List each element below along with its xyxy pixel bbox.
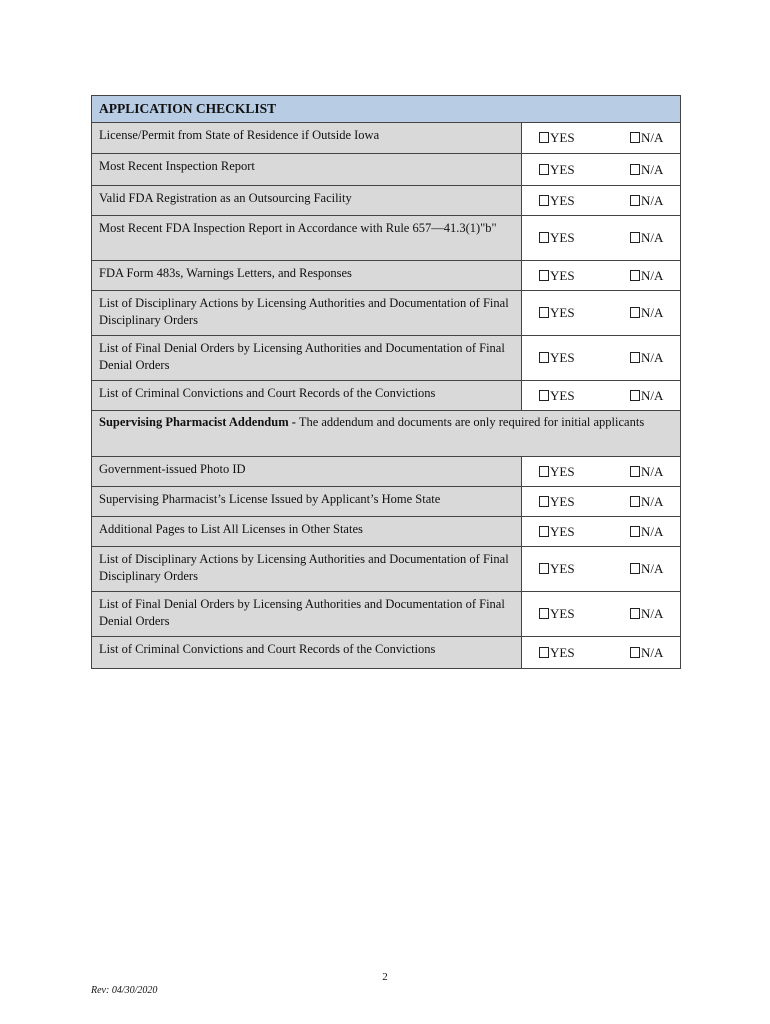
checkbox-icon [539,195,549,206]
checklist-row [92,154,681,186]
checkbox-icon [630,526,640,537]
na-label: N/A [641,230,664,245]
yes-checkbox[interactable] [539,350,575,366]
checklist-options [522,154,681,186]
yes-checkbox[interactable] [539,464,575,480]
checklist-options [522,547,681,592]
yes-label: YES [550,561,575,576]
yes-label: YES [550,350,575,365]
addendum-item-label: Government-issued Photo ID [92,457,522,487]
na-checkbox[interactable] [630,130,663,146]
checklist-options [522,291,681,336]
yes-label: YES [550,606,575,621]
na-checkbox[interactable] [630,561,663,577]
checklist-options [522,592,681,637]
checklist-title: APPLICATION CHECKLIST [92,96,681,123]
checkbox-icon [630,164,640,175]
checkbox-icon [539,563,549,574]
yes-checkbox[interactable] [539,606,575,622]
checklist-item-label: List of Criminal Convictions and Court Records of the Convictions [92,381,522,411]
addendum-row [92,517,681,547]
checkbox-icon [539,466,549,477]
checklist-options [522,186,681,216]
yes-checkbox[interactable] [539,305,575,321]
na-label: N/A [641,523,664,539]
yes-label: YES [550,463,575,479]
yes-checkbox[interactable] [539,524,575,540]
checkbox-icon [630,195,640,206]
checkbox-icon [630,608,640,619]
checklist-row [92,261,681,291]
addendum-item-label: List of Disciplinary Actions by Licensing Authorities and Documentation of Final Disciplinary Orders [92,547,522,592]
checkbox-icon [539,132,549,143]
yes-label: YES [550,230,575,245]
checkbox-icon [630,466,640,477]
addendum-item-label: Additional Pages to List All Licenses in Other States [92,517,522,547]
addendum-row [92,637,681,669]
checkbox-icon [630,307,640,318]
checklist-options [522,517,681,547]
addendum-item-label: List of Criminal Convictions and Court Records of the Convictions [92,637,522,669]
checkbox-icon [539,526,549,537]
checklist-options [522,216,681,261]
addendum-item-label: Supervising Pharmacist’s License Issued by Applicant’s Home State [92,487,522,517]
yes-checkbox[interactable] [539,193,575,209]
revision-date: Rev: 04/30/2020 [91,985,158,996]
checklist-row [92,291,681,336]
checklist-row [92,186,681,216]
checkbox-icon [539,232,549,243]
checkbox-icon [539,390,549,401]
yes-checkbox[interactable] [539,130,575,146]
application-checklist-table [91,95,681,669]
checklist-options [522,457,681,487]
na-label: N/A [641,561,664,576]
na-label: N/A [641,161,664,177]
na-checkbox[interactable] [630,350,663,366]
yes-checkbox[interactable] [539,268,575,284]
na-checkbox[interactable] [630,230,663,246]
na-checkbox[interactable] [630,305,663,321]
checkbox-icon [630,352,640,363]
yes-checkbox[interactable] [539,494,575,510]
na-label: N/A [641,463,664,479]
checkbox-icon [539,608,549,619]
checkbox-icon [539,647,549,658]
checkbox-icon [630,390,640,401]
yes-checkbox[interactable] [539,561,575,577]
na-checkbox[interactable] [630,645,663,661]
checklist-options [522,487,681,517]
addendum-row [92,487,681,517]
na-checkbox[interactable] [630,388,663,404]
na-checkbox[interactable] [630,464,663,480]
na-checkbox[interactable] [630,524,663,540]
yes-checkbox[interactable] [539,645,575,661]
yes-label: YES [550,644,575,660]
addendum-note: The addendum and documents are only required for initial applicants [298,415,645,429]
na-checkbox[interactable] [630,193,663,209]
checklist-options [522,637,681,669]
checkbox-icon [539,307,549,318]
na-label: N/A [641,606,664,621]
checklist-options [522,261,681,291]
yes-label: YES [550,267,575,283]
yes-checkbox[interactable] [539,388,575,404]
addendum-row [92,592,681,637]
checkbox-icon [630,132,640,143]
checklist-options [522,381,681,411]
yes-checkbox[interactable] [539,230,575,246]
yes-label: YES [550,387,575,403]
checklist-item-label: License/Permit from State of Residence if Outside Iowa [92,123,522,154]
na-label: N/A [641,387,664,403]
checkbox-icon [539,352,549,363]
yes-label: YES [550,192,575,208]
checkbox-icon [630,232,640,243]
checkbox-icon [539,496,549,507]
na-checkbox[interactable] [630,606,663,622]
checklist-options [522,123,681,154]
checklist-row [92,336,681,381]
checklist-item-label: FDA Form 483s, Warnings Letters, and Responses [92,261,522,291]
checklist-item-label: List of Disciplinary Actions by Licensing Authorities and Documentation of Final Disciplinary Orders [92,291,522,336]
checkbox-icon [630,496,640,507]
checkbox-icon [630,270,640,281]
page-number: 2 [382,971,388,983]
na-label: N/A [641,644,664,660]
na-checkbox[interactable] [630,162,663,178]
na-label: N/A [641,350,664,365]
yes-checkbox[interactable] [539,162,575,178]
na-label: N/A [641,130,664,145]
checklist-header-row [92,96,681,123]
checklist-row [92,381,681,411]
addendum-header [92,411,681,457]
checkbox-icon [539,270,549,281]
na-label: N/A [641,267,664,283]
checklist-options [522,336,681,381]
checkbox-icon [630,563,640,574]
addendum-title: Supervising Pharmacist Addendum - [99,415,296,429]
checklist-item-label: Most Recent FDA Inspection Report in Accordance with Rule 657—41.3(1)"b" [92,216,522,261]
checklist-item-label: Valid FDA Registration as an Outsourcing Facility [92,186,522,216]
na-checkbox[interactable] [630,494,663,510]
addendum-item-label: List of Final Denial Orders by Licensing Authorities and Documentation of Final Denial Orders [92,592,522,637]
yes-label: YES [550,130,575,145]
na-label: N/A [641,493,664,509]
addendum-row [92,547,681,592]
na-label: N/A [641,305,664,320]
yes-label: YES [550,161,575,177]
addendum-row [92,457,681,487]
na-label: N/A [641,192,664,208]
checklist-row [92,123,681,154]
addendum-header-row [92,411,681,457]
yes-label: YES [550,305,575,320]
yes-label: YES [550,493,575,509]
checklist-item-label: List of Final Denial Orders by Licensing Authorities and Documentation of Final Denial Orders [92,336,522,381]
checkbox-icon [630,647,640,658]
checklist-item-label: Most Recent Inspection Report [92,154,522,186]
checklist-row [92,216,681,261]
checkbox-icon [539,164,549,175]
na-checkbox[interactable] [630,268,663,284]
yes-label: YES [550,523,575,539]
